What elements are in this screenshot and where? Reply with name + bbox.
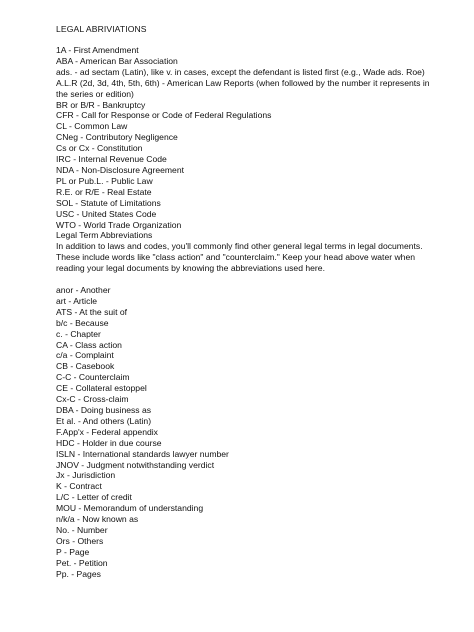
list-item: ISLN - International standards lawyer number bbox=[56, 448, 229, 459]
list-item: IRC - Internal Revenue Code bbox=[56, 154, 167, 165]
list-item: CFR - Call for Response or Code of Federal Regulations bbox=[56, 110, 272, 121]
list-item: DBA - Doing business as bbox=[56, 405, 152, 415]
list-item: ATS - At the suit of bbox=[56, 306, 128, 317]
list-item: USC - United States Code bbox=[56, 208, 157, 219]
list-item: Pet. - Petition bbox=[56, 557, 108, 568]
list-item: JNOV - Judgment notwithstanding verdict bbox=[56, 459, 215, 470]
blank-line bbox=[56, 274, 450, 285]
list-item: art - Article bbox=[56, 295, 98, 306]
list-item: CL - Common Law bbox=[56, 121, 128, 132]
list-item: Et al. - And others (Latin) bbox=[56, 415, 152, 426]
list-item: PL or Pub.L. - Public Law bbox=[56, 175, 153, 186]
list-item: No. - Number bbox=[56, 524, 108, 535]
list-item: C-C - Counterclaim bbox=[56, 372, 130, 383]
list-item: CB - Casebook bbox=[56, 361, 115, 372]
list-item: Pp. - Pages bbox=[56, 568, 101, 579]
list-item: F.App'x - Federal appendix bbox=[56, 426, 158, 437]
list-item: b/c - Because bbox=[56, 317, 109, 328]
list-item: MOU - Memorandum of understanding bbox=[56, 503, 204, 514]
list-item: P - Page bbox=[56, 546, 90, 557]
list-item: anor - Another bbox=[56, 285, 111, 296]
list-item: Ors - Others bbox=[56, 535, 104, 546]
list-item: K - Contract bbox=[56, 481, 102, 492]
list-item: WTO - World Trade Organization bbox=[56, 219, 182, 230]
list-item: A.L.R (2d, 3d, 4th, 5th, 6th) - American Law Reports (when followed by the number it represents in the series or edition) bbox=[56, 77, 430, 99]
list-item: c/a - Complaint bbox=[56, 350, 114, 361]
list-item: CE - Collateral estoppel bbox=[56, 383, 147, 394]
intro-paragraph: In addition to laws and codes, you'll commonly find other general legal terms in legal documents. These include words like "class action" and "counterclaim." Keep your head above water when reading your legal documents by knowing the abbreviations used here. bbox=[56, 241, 423, 274]
list-item: ABA - American Bar Association bbox=[56, 55, 178, 66]
list-item: BR or B/R - Bankruptcy bbox=[56, 99, 146, 110]
section-heading: Legal Term Abbreviations bbox=[56, 230, 153, 241]
list-item: c. - Chapter bbox=[56, 328, 101, 339]
list-item: Jx - Jurisdiction bbox=[56, 470, 116, 481]
list-item: SOL - Statute of Limitations bbox=[56, 197, 161, 208]
list-item: n/k/a - Now known as bbox=[56, 514, 139, 525]
list-item: CA - Class action bbox=[56, 339, 122, 350]
section-legal-terms bbox=[56, 285, 450, 579]
list-item: Cs or Cx - Constitution bbox=[56, 143, 143, 154]
list-item: HDC - Holder in due course bbox=[56, 437, 162, 448]
list-item: R.E. or R/E - Real Estate bbox=[56, 186, 152, 197]
list-item: 1A - First Amendment bbox=[56, 45, 139, 55]
section-laws-codes bbox=[56, 45, 450, 274]
document-title: LEGAL ABRIVIATIONS bbox=[56, 24, 147, 34]
list-item: L/C - Letter of credit bbox=[56, 492, 132, 503]
list-item: Cx-C - Cross-claim bbox=[56, 394, 129, 405]
list-item: CNeg - Contributory Negligence bbox=[56, 132, 178, 143]
list-item: ads. - ad sectam (Latin), like v. in cases, except the defendant is listed first (e.g., Wade ads. Roe) bbox=[56, 66, 425, 77]
list-item: NDA - Non-Disclosure Agreement bbox=[56, 164, 184, 175]
